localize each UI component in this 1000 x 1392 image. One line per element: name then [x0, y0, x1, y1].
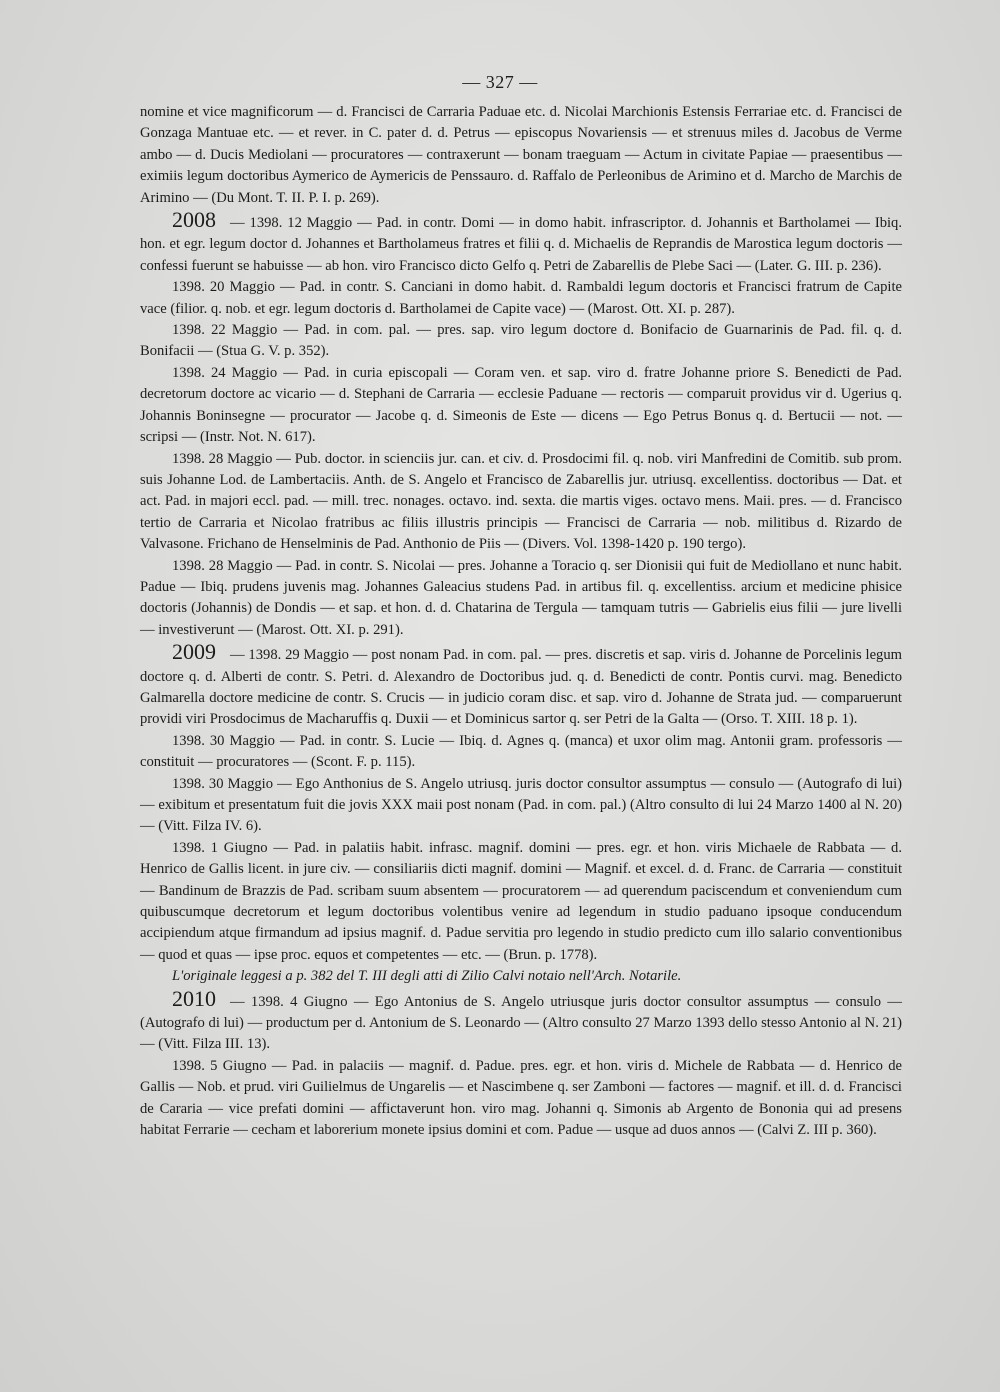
body-text — [140, 102, 902, 1142]
paragraph: 1398. 30 Maggio — Pad. in contr. S. Lucie — Ibiq. d. Agnes q. (manca) et uxor olim mag. Antonii gram. professoris — constituit — procuratores — (Scont. F. p. 115). — [140, 732, 902, 771]
paragraph — [140, 209, 902, 277]
paragraph: 1398. 24 Maggio — Pad. in curia episcopali — Coram ven. et sap. viro d. fratre Johanne priore S. Benedicti de Pad. decretorum doctore ac vicario — d. Stephani de Carraria — ecclesie Paduane — rectoris — comparuit providus vir d. Ugerius q. Johannis Boninsegne — procurator — Jacobe q. d. Simeonis de Este — dicens — Ego Petrus Bonus q. d. Bertucii — not. — scripsi — (Instr. Not. N. 617). — [140, 364, 902, 446]
paragraph: nomine et vice magnificorum — d. Francisci de Carraria Paduae etc. d. Nicolai Marchionis Estensis Ferrariae etc. d. Francisci de Gonzaga Mantuae etc. — et rever. in C. pater d. d. Petrus — episcopus Novariensis — et strenuus miles d. Jacobus de Verme ambo — d. Ducis Mediolani — procuratores — contraxerunt — bonam traeguam — Actum in civitate Papiae — praesentibus — eximiis legum doctoribus Aymerico de Aymericis de Penssauro. d. Raffalo de Perleonibus de Arimino et d. Marcho de Marchis de Arimino — (Du Mont. T. II. P. I. p. 269). — [140, 104, 902, 206]
paragraph: 1398. 5 Giugno — Pad. in palaciis — magnif. d. Padue. pres. egr. et hon. viris d. Michele de Rabbata — d. Henrico de Gallis — Nob. et prud. viri Guilielmus de Ungarelis — et Nascimbene q. ser Zamboni — factores — magnif. et ill. d. d. Francisci de Cararia — vice prefati domini — affictaverunt hon. viro mag. Johanni q. Simonis ab Argento de Bononia qui ad presens habitat Ferrarie — cecham et laborerium monete ipsius domini et com. Padue — usque ad duos annos — (Calvi Z. III p. 360). — [140, 1057, 902, 1139]
paragraph: 1398. 22 Maggio — Pad. in com. pal. — pres. sap. viro legum doctore d. Bonifacio de Guarnarinis de Pad. fil. q. d. Bonifacii — (Stua G. V. p. 352). — [140, 322, 902, 360]
paragraph: 1398. 28 Maggio — Pub. doctor. in scienciis jur. can. et civ. d. Prosdocimi fil. q. nob. viri Manfredini de Comitib. sub prom. suis Johanne Lod. de Lambertaciis. Anth. de S. Angelo et Francisco de Zabarellis jur. utriusq. excellentiss. doctoribus — Dat. et act. Pad. in majori eccl. pad. — mill. trec. nonages. octavo. ind. sexta. die martis viges. octavo mens. Maii. pres. — d. Francisco tertio de Carraria et Nicolao fratribus ac filiis illustris principis — Francisci de Carraria — nob. militibus d. Rizardo de Valvasone. Frichano de Henselminis de Pad. Anthonio de Piis — (Divers. Vol. 1398-1420 p. 190 tergo). — [140, 450, 902, 553]
paragraph — [140, 641, 902, 731]
paragraph: 1398. 28 Maggio — Pad. in contr. S. Nicolai — pres. Johanne a Toracio q. ser Dionisii qui fuit de Mediollano et nunc habit. Padue — Ibiq. prudens juvenis mag. Johannes Galeacius studens Pad. in artibus fil. q. excellentiss. arcium et medicine phisice doctoris (Johannis) de Dondis — et sap. et hon. d. d. Chatarina de Tergula — tamquam tutris — Gabrielis eius filii — jure livelli — investiverunt — (Marost. Ott. XI. p. 291). — [140, 557, 902, 638]
paragraph-text: — 1398. 4 Giugno — Ego Antonius de S. Angelo utriusque juris doctor consultor assumptus — consulo — (Autografo di lui) — productum per d. Antonium de S. Leonardo — (Altro consulto 27 Marzo 1393 dello stesso Antonio al N. 21) — (Vitt. Filza III. 13). — [140, 993, 902, 1053]
paragraph: 1398. 20 Maggio — Pad. in contr. S. Canciani in domo habit. d. Rambaldi legum doctoris et Francisci fratrum de Capite vace (filior. q. nob. et egr. legum doctoris d. Bartholamei de Capite vace) — (Marost. Ott. XI. p. 287). — [140, 279, 902, 317]
note-paragraph: L'originale leggesi a p. 382 del T. III degli atti di Zilio Calvi notaio nell'Arch. Notarile. — [172, 968, 682, 985]
document-number: 2009 — [172, 639, 216, 665]
page-number: — 327 — — [462, 72, 538, 92]
paragraph: 1398. 30 Maggio — Ego Anthonius de S. Angelo utriusq. juris doctor consultor assumptus — consulo — (Autografo di lui) — exibitum et presentatum fuit die jovis XXX maii post nonam (Pad. in com. pal.) (Altro consulto di lui 24 Marzo 1400 al N. 20) — (Vitt. Filza IV. 6). — [140, 775, 902, 835]
paragraph-text: — 1398. 29 Maggio — post nonam Pad. in com. pal. — pres. discretis et sap. viris d. Johanne de Porcelinis legum doctore q. d. Alberti de contr. S. Petri. d. Alexandro de Doctoribus jud. q. d. Benedicti de contr. Pontis curvi. mag. Benedicto Galmarella doctore medicine de contr. S. Crucis — in judicio coram disc. et sap. viro d. Johanne de Strata jud. — comparuerunt providi viri Prosdocimus de Macharuffis q. Duxii — et Dominicus sartor q. ser Petri de la Galta — (Orso. T. XIII. 18 p. 1). — [140, 647, 902, 728]
document-number: 2008 — [172, 207, 216, 233]
paragraph-text: — 1398. 12 Maggio — Pad. in contr. Domi — in domo habit. infrascriptor. d. Johannis et Bartholamei — Ibiq. hon. et egr. legum doctor d. Johannes et Bartholameus fratres et filii q. d. Michaelis de Reprandis de Marostica legum doctoris — confessi fuerunt se habuisse — ab hon. viro Francisco dicto Gelfo q. Petri de Zabarellis de Plebe Saci — (Later. G. III. p. 236). — [140, 215, 902, 274]
paragraph: 1398. 1 Giugno — Pad. in palatiis habit. infrasc. magnif. domini — pres. egr. et hon. viris Michaele de Rabbata — d. Henrico de Gallis licent. in jure civ. — consiliariis dicti magnif. domini — Magnif. et excel. d. d. Franc. de Carraria — constituit — Bandinum de Brazzis de Pad. scribam suum absentem — procuratorem — ad querendum paciscendum et conveniendum cum quibuscumque decretorum et legum doctoribus volentibus venire ad legendum in studio paduano ipsoque conducendum accipiendum atque firmandum ad ipsius magnif. d. Padue servitia pro legendo in studio predicto cum illo salario conventionibus — quod et quas — ipse proc. equos et competentes — etc. — (Brun. p. 1778). — [140, 839, 902, 963]
document-number: 2010 — [172, 985, 216, 1011]
paragraph — [140, 985, 902, 1056]
